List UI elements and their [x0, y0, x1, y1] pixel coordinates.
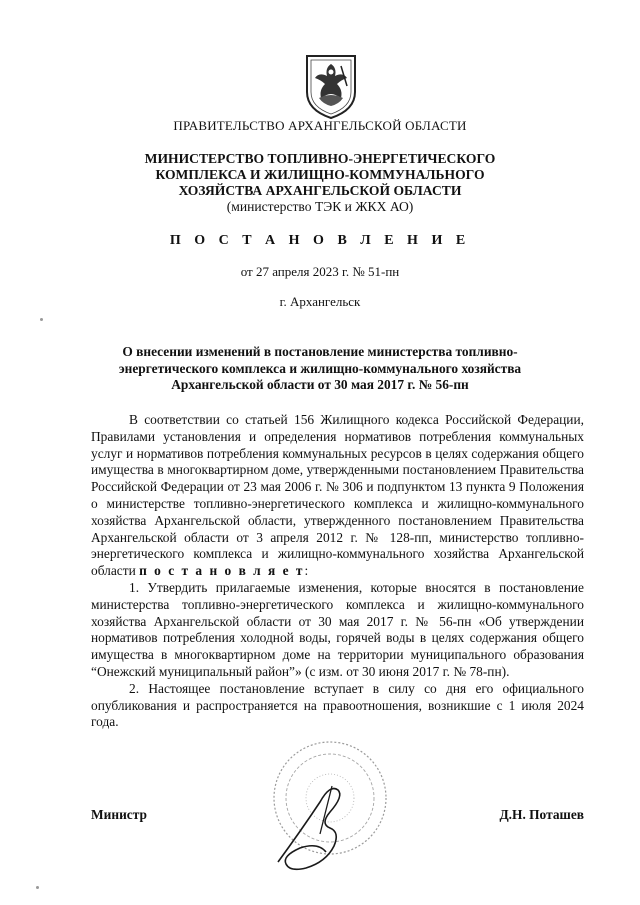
item-1-paragraph: 1. Утвердить прилагаемые изменения, которые вносятся в постановление министерства топливно-энергетического комплекса и жилищно-коммунального хозяйства Архангельской области от 30 мая 2017 г. № 56-пн «Об утверждении нормативов потребления холодной воды, горячей воды в целях содержания общего имущества в многоквартирном доме на территории муниципального образования “Онежский муниципальный район”» (с изм. от 30 июня 2017 г. № 78-пн).	[91, 579, 584, 679]
subject-line: энергетического комплекса и жилищно-коммунального хозяйства	[118, 360, 522, 376]
decree-date-number: от 27 апреля 2023 г. № 51-пн	[240, 264, 400, 279]
coat-of-arms-icon	[303, 52, 359, 120]
ministry-title	[0, 151, 640, 215]
preamble-paragraph	[91, 412, 584, 580]
decree-body	[91, 412, 584, 731]
scan-speck	[40, 318, 43, 321]
ministry-title-line: КОМПЛЕКСА И ЖИЛИЩНО-КОММУНАЛЬНОГО	[155, 167, 485, 182]
item-2-paragraph: 2. Настоящее постановление вступает в силу со дня его официального опубликования и распространяется на правоотношения, возникшие с 1 июля 2024 года.	[91, 680, 584, 730]
signatory-name: Д.Н. Поташев	[499, 807, 584, 822]
ministry-title-line: ХОЗЯЙСТВА АРХАНГЕЛЬСКОЙ ОБЛАСТИ	[178, 183, 462, 198]
decree-city: г. Архангельск	[279, 294, 361, 309]
decree-subject	[0, 344, 640, 394]
ministry-title-line: МИНИСТЕРСТВО ТОПЛИВНО-ЭНЕРГЕТИЧЕСКОГО	[144, 151, 496, 166]
preamble-text: В соответствии со статьей 156 Жилищного кодекса Российской Федерации, Правилами установления и определения нормативов потребления коммунальных услуг и нормативов потребления коммунальных ресурсов в целях содержания общего имущества в многоквартирном доме, утвержденными постановлением Правительства Российской Федерации от 23 мая 2006 г. № 306 и подпунктом 13 пункта 9 Положения о министерстве топливно-энергетического комплекса и жилищно-коммунального хозяйства Архангельской области, утвержденного постановлением Правительства Архангельской области от 3 апреля 2012 г. № 128-пп, министерство топливно-энергетического комплекса и жилищно-коммунального хозяйства Архангельской области	[91, 412, 584, 579]
signature-icon	[260, 772, 370, 882]
ministry-abbreviation: (министерство ТЭК и ЖКХ АО)	[226, 199, 414, 214]
scan-speck	[36, 886, 39, 889]
government-name: ПРАВИТЕЛЬСТВО АРХАНГЕЛЬСКОЙ ОБЛАСТИ	[173, 118, 467, 133]
decree-type: П О С Т А Н О В Л Е Н И Е	[169, 233, 471, 248]
resolves-word: п о с т а н о в л я е т	[139, 563, 305, 579]
resolves-colon: :	[304, 563, 309, 579]
subject-line: О внесении изменений в постановление министерства топливно-	[122, 344, 518, 359]
signatory-position: Министр	[91, 807, 147, 822]
subject-line: Архангельской области от 30 мая 2017 г. № 56-пн	[171, 377, 469, 392]
